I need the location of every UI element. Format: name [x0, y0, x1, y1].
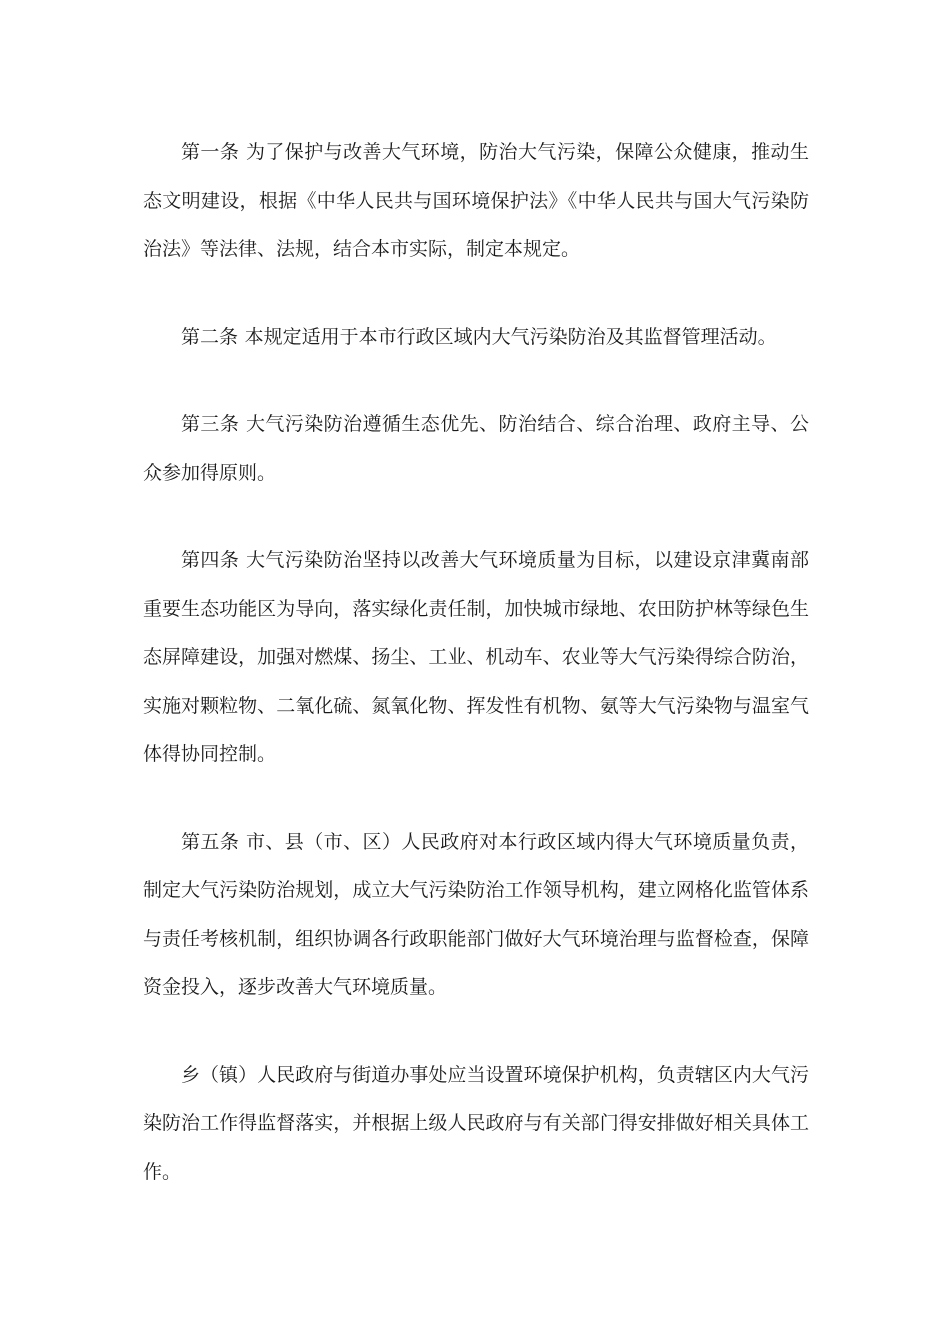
- article-paragraph-5: [143, 818, 809, 1012]
- article-number: 第二条: [181, 325, 239, 348]
- article-text: 乡（镇）人民政府与街道办事处应当设置环境保护机构，负责辖区内大气污染防治工作得监督落实，并根据上级人民政府与有关部门得安排做好相关具体工作。: [143, 1063, 809, 1183]
- article-paragraph-5-clause-2: [143, 1051, 809, 1197]
- document-body: [143, 128, 809, 1196]
- article-text: 市、县（市、区）人民政府对本行政区域内得大气环境质量负责，制定大气污染防治规划，成立大气污染防治工作领导机构，建立网格化监管体系与责任考核机制，组织协调各行政职能部门做好大气环境治理与监督检查，保障资金投入，逐步改善大气环境质量。: [143, 830, 809, 998]
- article-text: 大气污染防治坚持以改善大气环境质量为目标，以建设京津冀南部重要生态功能区为导向，落实绿化责任制，加快城市绿地、农田防护林等绿色生态屏障建设，加强对燃煤、扬尘、工业、机动车、农业等大气污染得综合防治，实施对颗粒物、二氧化硫、氮氧化物、挥发性有机物、氨等大气污染物与温室气体得协同控制。: [143, 549, 809, 765]
- article-paragraph-3: [143, 400, 809, 497]
- article-number: 第四条: [181, 549, 240, 571]
- article-number: 第五条: [181, 830, 240, 853]
- article-text: 为了保护与改善大气环境，防治大气污染，保障公众健康，推动生态文明建设，根据《中华人民共与国环境保护法》《中华人民共与国大气污染防治法》等法律、法规，结合本市实际，制定本规定。: [143, 141, 809, 260]
- article-paragraph-2: [143, 313, 809, 362]
- article-paragraph-1: [143, 128, 809, 274]
- article-text: 本规定适用于本市行政区域内大气污染防治及其监督管理活动。: [244, 325, 777, 348]
- article-text: 大气污染防治遵循生态优先、防治结合、综合治理、政府主导、公众参加得原则。: [143, 413, 809, 484]
- article-paragraph-4: [143, 536, 809, 779]
- article-number: 第三条: [181, 413, 240, 435]
- article-number: 第一条: [181, 141, 240, 163]
